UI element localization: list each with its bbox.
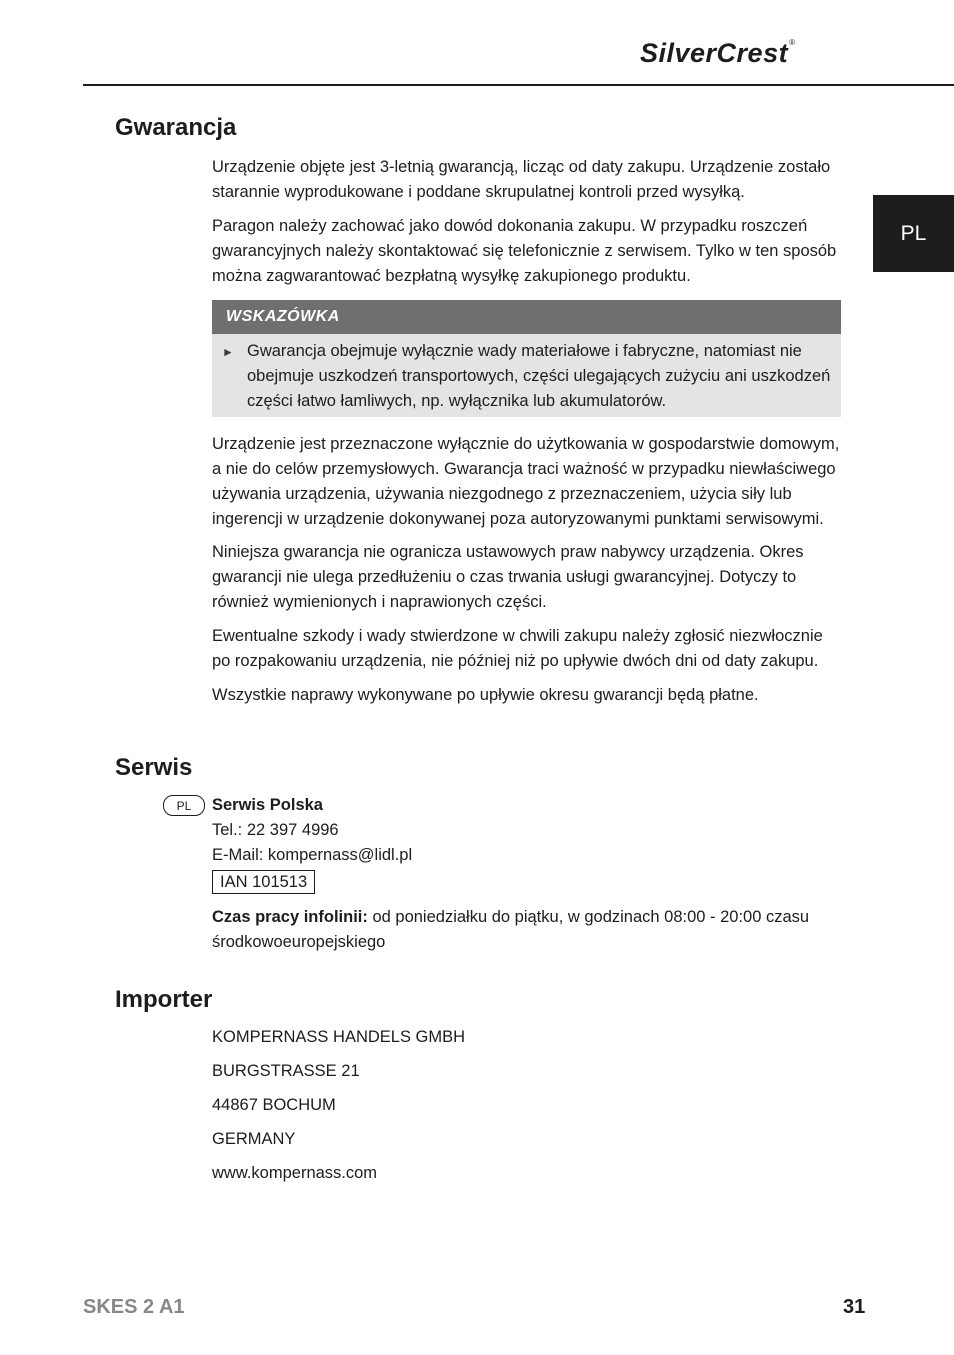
page-number: 31 <box>843 1296 866 1318</box>
paragraph: Ewentualne szkody i wady stwierdzone w chwili zakupu należy zgłosić niezwłocznie po rozpakowaniu urządzenia, nie później niż po upływie dwóch dni od daty zakupu. <box>212 627 823 670</box>
service-contact <box>212 793 842 955</box>
importer-city: 44867 BOCHUM <box>212 1096 336 1114</box>
paragraph: Urządzenie jest przeznaczone wyłącznie do użytkowania w gospodarstwie domowym, a nie do celów przemysłowych. Gwarancja traci ważność w przypadku niewłaściwego używania urządzenia, używania niezgodnego z przeznaczeniem, użycia siły lub ingerencji w urządzenie dokonywanej poza autoryzowanymi punktami serwisowymi. <box>212 435 840 528</box>
brand-logo: SilverCrest® <box>640 38 796 68</box>
note-body <box>212 334 841 414</box>
service-hours-text: od poniedziałku do piątku, w godzinach 08:00 - 20:00 czasu środkowoeuropejskiego <box>212 908 810 951</box>
importer-address <box>212 1025 842 1186</box>
warranty-details <box>212 432 842 708</box>
language-tab: PL <box>873 195 954 272</box>
header-rule <box>83 84 954 86</box>
paragraph: Paragon należy zachować jako dowód dokonania zakupu. W przypadku roszczeń gwarancyjnych należy skontaktować się telefonicznie z serwisem. Tylko w ten sposób można zagwarantować bezpłatną wysyłkę zakupionego produktu. <box>212 217 837 285</box>
section-title-service: Serwis <box>115 754 193 781</box>
importer-street: BURGSTRASSE 21 <box>212 1062 360 1080</box>
section-title-warranty: Gwarancja <box>115 114 237 141</box>
note-text: Gwarancja obejmuje wyłącznie wady materiałowe i fabryczne, natomiast nie obejmuje uszkodzeń transportowych, części ulegających zużyciu ani uszkodzeń części łatwo łamliwych, np. wyłącznika lub akumulatorów. <box>247 342 831 410</box>
importer-website: www.kompernass.com <box>212 1164 378 1182</box>
service-hours <box>212 905 842 955</box>
section-title-importer: Importer <box>115 986 213 1013</box>
importer-country: GERMANY <box>212 1130 296 1148</box>
note-box <box>212 300 841 417</box>
ian-box: IAN 101513 <box>212 870 315 894</box>
country-badge: PL <box>163 795 205 816</box>
service-phone: Tel.: 22 397 4996 <box>212 821 339 839</box>
service-name: Serwis Polska <box>212 796 323 814</box>
service-email: E-Mail: kompernass@lidl.pl <box>212 846 413 864</box>
service-hours-label: Czas pracy infolinii: <box>212 908 368 926</box>
paragraph: Urządzenie objęte jest 3-letnią gwarancją, licząc od daty zakupu. Urządzenie zostało starannie wyprodukowane i poddane skrupulatnej kontroli przed wysyłką. <box>212 158 831 201</box>
paragraph: Niniejsza gwarancja nie ogranicza ustawowych praw nabywcy urządzenia. Okres gwarancji nie ulega przedłużeniu o czas trwania usługi gwarancyjnej. Dotyczy to również wymienionych i naprawionych części. <box>212 543 804 611</box>
warranty-intro <box>212 155 842 289</box>
note-title: WSKAZÓWKA <box>212 300 841 334</box>
importer-company: KOMPERNASS HANDELS GMBH <box>212 1028 466 1046</box>
footer-model: SKES 2 A1 <box>83 1296 185 1318</box>
paragraph: Wszystkie naprawy wykonywane po upływie okresu gwarancji będą płatne. <box>212 686 759 704</box>
arrow-right-icon: ► <box>222 345 234 359</box>
